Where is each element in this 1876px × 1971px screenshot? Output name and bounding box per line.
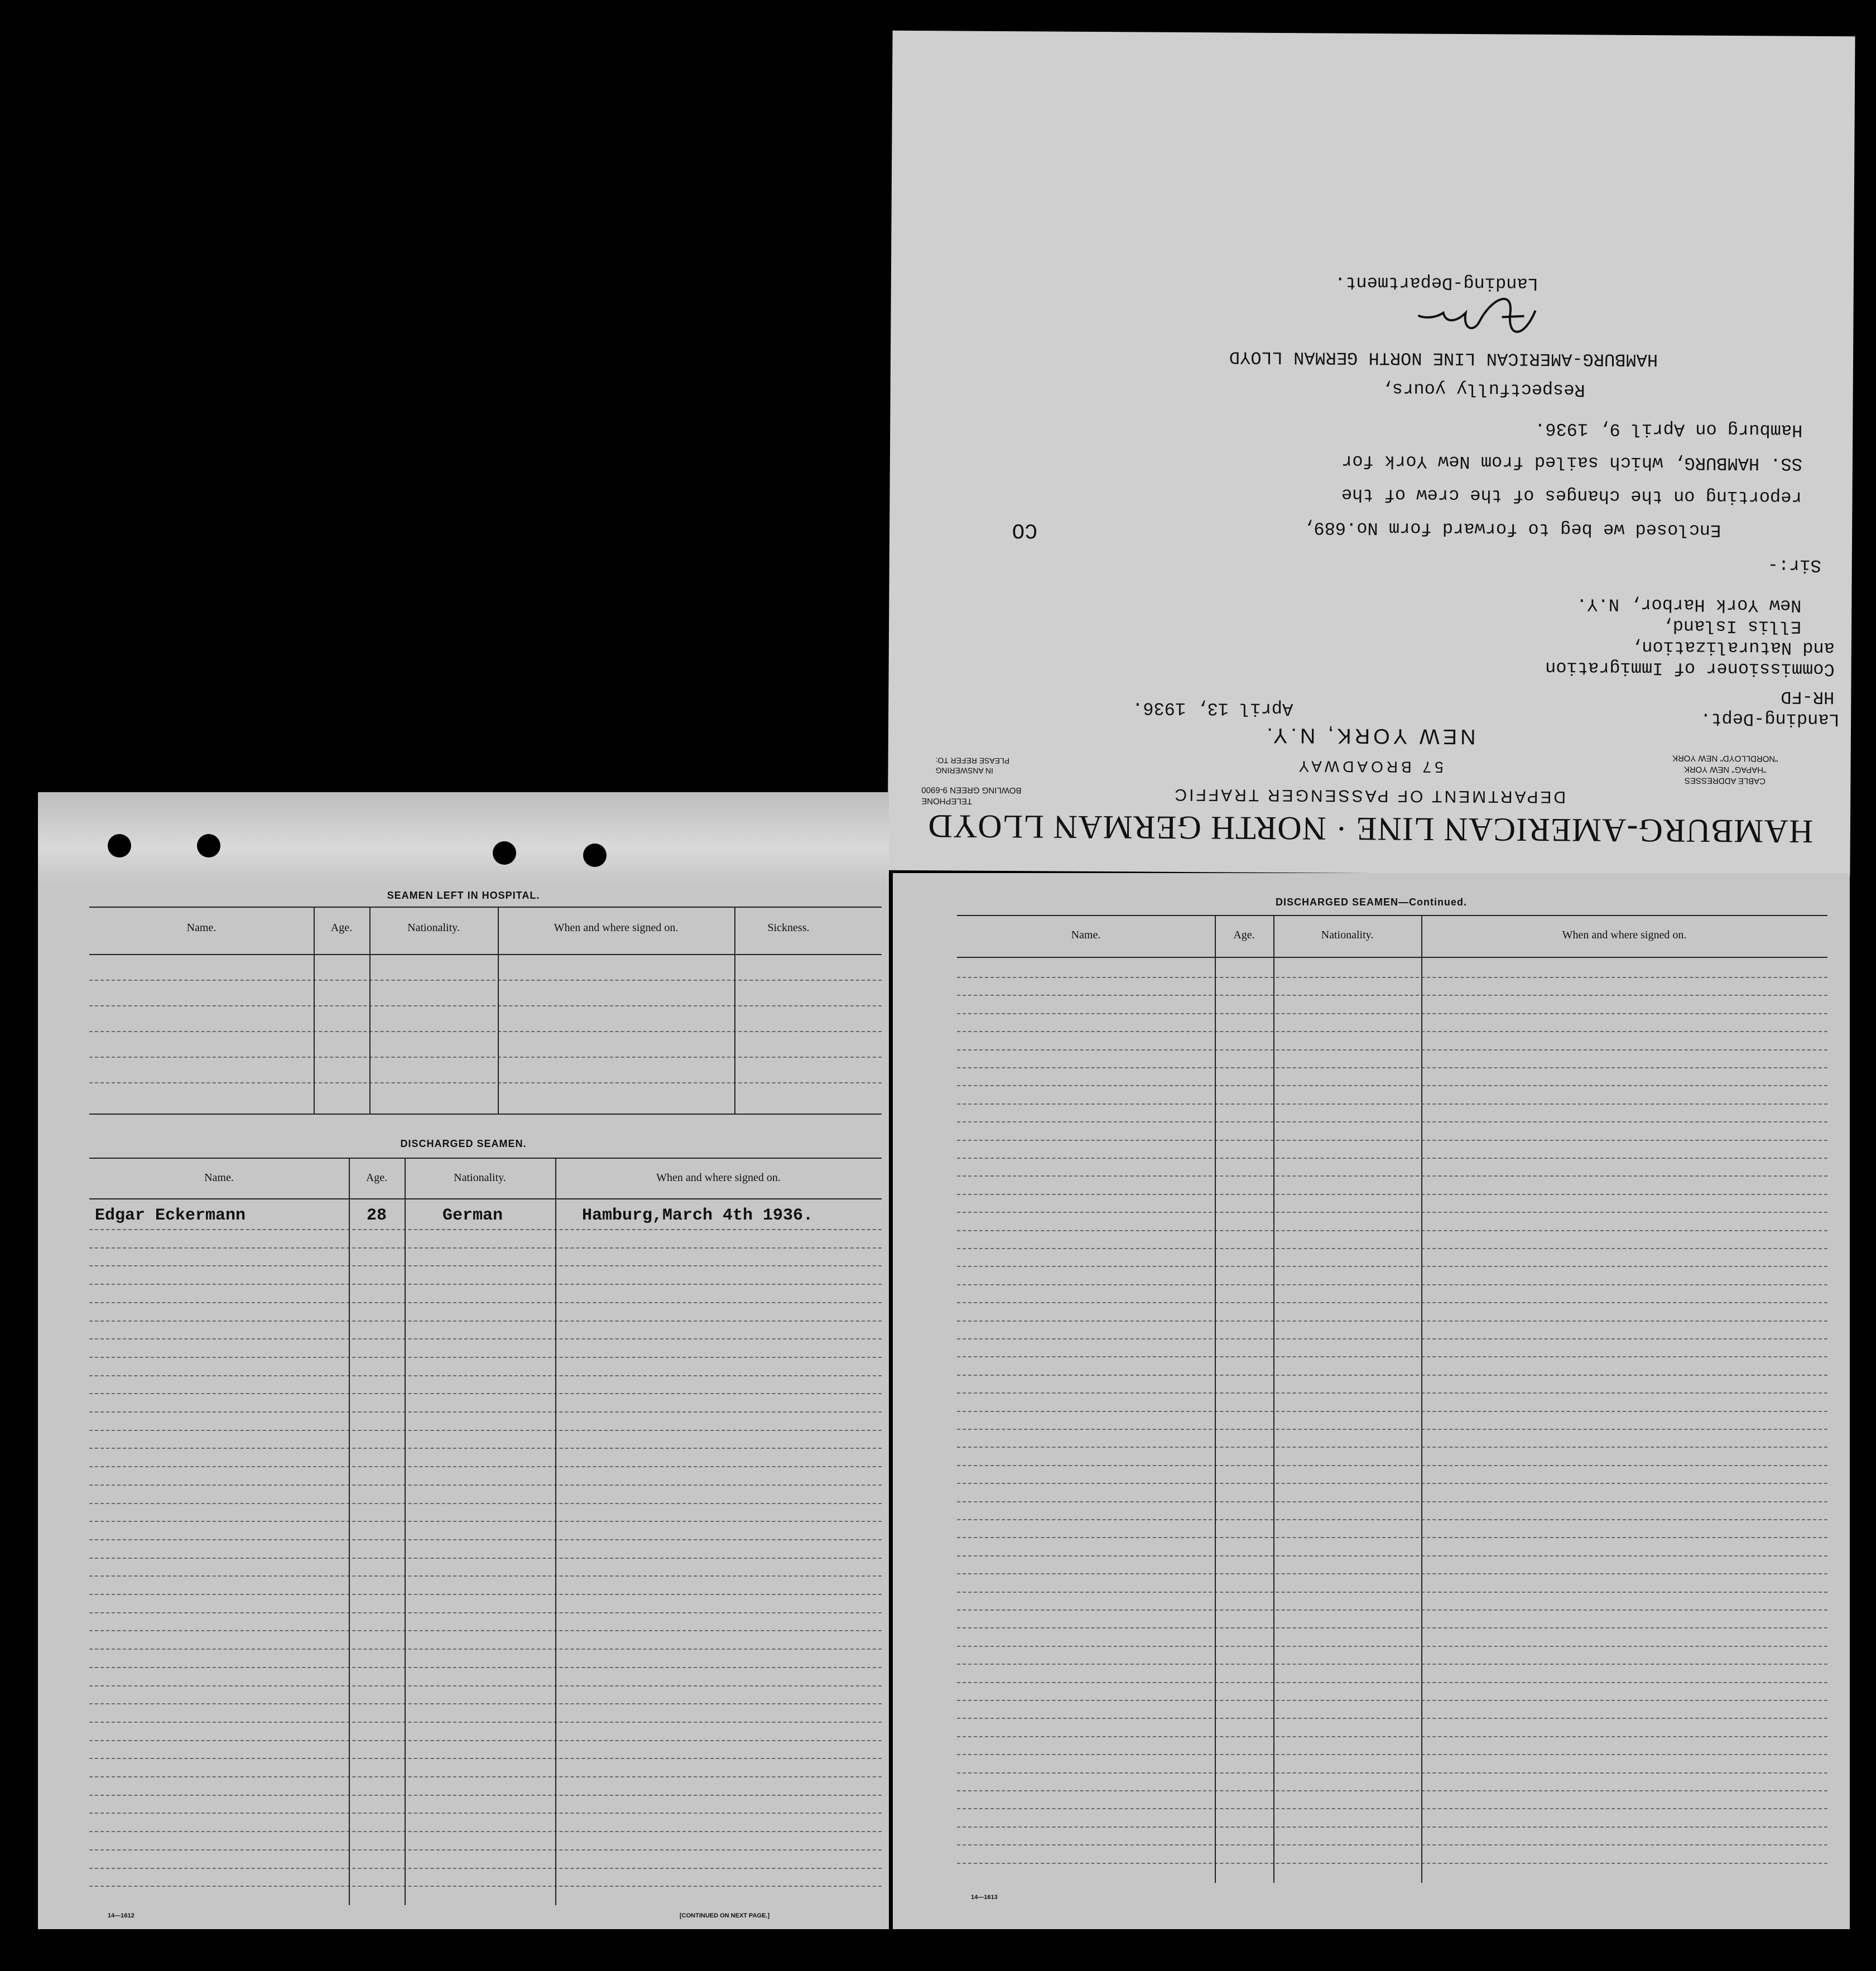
- row-rule: [957, 1375, 1827, 1376]
- row-rule: [89, 1430, 882, 1431]
- hospital-col-divider: [734, 907, 735, 1114]
- row-rule: [89, 1776, 882, 1777]
- addressee-line-1: Commissioner of Immigration: [1545, 657, 1835, 680]
- row-rule: [957, 1754, 1827, 1755]
- left-form-page: [38, 792, 889, 1929]
- row-rule: [957, 1121, 1827, 1122]
- row-rule: [89, 1031, 882, 1032]
- entry-age: 28: [366, 1206, 387, 1225]
- discharged-col-divider: [555, 1158, 556, 1905]
- row-rule: [89, 1795, 882, 1796]
- row-rule: [957, 977, 1827, 978]
- punch-hole: [583, 844, 607, 867]
- cable-label: CABLE ADDRESSES: [1684, 775, 1766, 786]
- right-header-rule: [957, 957, 1827, 958]
- row-rule: [957, 1627, 1827, 1628]
- row-rule: [89, 1594, 882, 1595]
- row-rule: [957, 1411, 1827, 1412]
- telephone-label: TELEPHONE: [921, 796, 973, 806]
- continued-note: [CONTINUED ON NEXT PAGE.]: [680, 1912, 770, 1919]
- row-rule: [89, 1393, 882, 1394]
- entry-nationality: German: [442, 1206, 503, 1225]
- letterhead-city: NEW YORK, N.Y.: [1263, 723, 1476, 749]
- hospital-header-rule: [89, 954, 882, 955]
- row-rule: [957, 1338, 1827, 1339]
- row-rule: [89, 1082, 882, 1083]
- row-rule: [89, 1503, 882, 1504]
- body-line-2: reporting on the changes of the crew of the: [1341, 484, 1802, 508]
- discharged-col-divider: [405, 1158, 406, 1905]
- row-rule: [957, 1790, 1827, 1791]
- row-rule: [957, 1592, 1827, 1593]
- row-rule: [89, 1740, 882, 1741]
- row-rule: [957, 1321, 1827, 1322]
- row-rule: [89, 1302, 882, 1303]
- hospital-col-divider: [369, 907, 371, 1114]
- hospital-bottom-rule: [89, 1114, 882, 1115]
- hospital-col-name: Name.: [186, 922, 217, 934]
- right-col-signed-on: When and where signed on.: [1562, 929, 1687, 941]
- row-rule: [89, 1630, 882, 1631]
- row-rule: [957, 1212, 1827, 1213]
- row-rule: [957, 1248, 1827, 1249]
- hospital-col-divider: [498, 907, 499, 1114]
- reference-code: HR-FD: [1781, 686, 1835, 708]
- signatory-department: Landing-Department.: [1334, 272, 1538, 294]
- row-rule: [89, 1722, 882, 1723]
- cable-address-2: "NORDLLOYD" NEW YORK: [1672, 753, 1778, 764]
- discharged-col-signed-on: When and where signed on.: [656, 1172, 781, 1184]
- letter-content: [887, 31, 1855, 876]
- row-rule: [957, 1483, 1827, 1484]
- letterhead-company: HAMBURG-AMERICAN LINE · NORTH GERMAN LLOYD: [927, 808, 1814, 850]
- row-rule: [89, 1485, 882, 1486]
- discharged-header-rule: [89, 1198, 882, 1199]
- form-number: 14—1612: [108, 1912, 134, 1919]
- row-rule: [957, 1356, 1827, 1357]
- row-rule: [89, 1466, 882, 1467]
- margin-mark: CO: [1012, 518, 1038, 542]
- row-rule: [89, 1667, 882, 1668]
- row-rule: [89, 1886, 882, 1887]
- row-rule: [89, 1411, 882, 1413]
- row-rule: [957, 1844, 1827, 1845]
- row-rule: [89, 1612, 882, 1613]
- continued-section-title: DISCHARGED SEAMEN—Continued.: [1276, 897, 1467, 908]
- letterhead-street: 57 BROADWAY: [1295, 758, 1444, 776]
- row-rule: [957, 1863, 1827, 1864]
- hospital-section-title: SEAMEN LEFT IN HOSPITAL.: [387, 890, 540, 901]
- row-rule: [957, 1465, 1827, 1466]
- hospital-top-rule: [89, 907, 882, 908]
- punch-hole: [493, 841, 516, 865]
- addressee-line-3: Ellis Island,: [1662, 615, 1802, 637]
- row-rule: [89, 1831, 882, 1832]
- row-rule: [89, 1521, 882, 1522]
- addressee-line-2: and Naturalization,: [1630, 636, 1835, 659]
- hospital-col-sickness: Sickness.: [767, 922, 810, 934]
- row-rule: [957, 1284, 1827, 1285]
- letterhead-refer: [935, 755, 1047, 776]
- row-rule: [89, 1057, 882, 1058]
- row-rule: [89, 1357, 882, 1358]
- row-rule: [957, 1700, 1827, 1701]
- row-rule: [957, 1519, 1827, 1520]
- discharged-col-age: Age.: [365, 1172, 388, 1184]
- discharged-col-nationality: Nationality.: [454, 1172, 506, 1184]
- entry-signed-on: Hamburg,March 4th 1936.: [582, 1206, 814, 1225]
- row-rule: [89, 1265, 882, 1266]
- punch-hole: [108, 834, 131, 857]
- right-form-page: [893, 873, 1850, 1929]
- right-col-age: Age.: [1233, 929, 1255, 941]
- entry-name: Edgar Eckermann: [95, 1206, 246, 1225]
- row-rule: [957, 1392, 1827, 1394]
- row-rule: [957, 1103, 1827, 1105]
- hospital-col-divider: [314, 907, 315, 1114]
- row-rule: [89, 1284, 882, 1285]
- row-rule: [89, 1758, 882, 1759]
- row-rule: [957, 1827, 1827, 1828]
- signatory-company: HAMBURG-AMERICAN LINE NORTH GERMAN LLOYD: [1229, 346, 1658, 370]
- torn-top-edge: [38, 792, 889, 884]
- hospital-col-signed-on: When and where signed on.: [554, 922, 679, 934]
- row-rule: [957, 1736, 1827, 1737]
- row-rule: [957, 1555, 1827, 1556]
- row-rule: [89, 1868, 882, 1869]
- telephone-number: BOWLING GREEN 9-6900: [921, 785, 1022, 796]
- letter-date: April 13, 1936.: [1132, 697, 1293, 720]
- discharged-col-divider: [349, 1158, 350, 1905]
- row-rule: [957, 995, 1827, 996]
- body-line-1: Enclosed we beg to forward form No.689,: [1303, 517, 1721, 541]
- row-rule: [89, 1005, 882, 1006]
- row-rule: [957, 1266, 1827, 1267]
- hospital-col-nationality: Nationality.: [407, 922, 460, 934]
- discharged-top-rule: [89, 1158, 882, 1159]
- refer-line-1: IN ANSWERING: [935, 766, 994, 775]
- body-line-4: Hamburg on April 9, 1936.: [1535, 418, 1803, 441]
- discharged-col-name: Name.: [204, 1172, 234, 1184]
- row-rule: [89, 980, 882, 981]
- row-rule: [89, 1813, 882, 1814]
- reference-dept: Landing-Dept.: [1700, 708, 1840, 730]
- right-col-divider: [1273, 915, 1274, 1883]
- addressee-line-4: New York Harbor, N.Y.: [1576, 594, 1802, 616]
- row-rule: [957, 1175, 1827, 1177]
- body-line-3: SS. HAMBURG, which sailed from New York for: [1341, 450, 1803, 474]
- row-rule: [89, 1703, 882, 1704]
- closing: Respectfully yours,: [1381, 378, 1585, 401]
- row-rule: [957, 1501, 1827, 1502]
- row-rule: [89, 1375, 882, 1376]
- right-col-name: Name.: [1071, 929, 1101, 941]
- right-top-rule: [957, 915, 1827, 916]
- right-col-divider: [1215, 915, 1216, 1883]
- refer-line-2: PLEASE REFER TO:: [935, 756, 1010, 766]
- row-rule: [89, 1685, 882, 1686]
- row-rule: [89, 1539, 882, 1540]
- row-rule: [89, 1849, 882, 1850]
- row-rule: [957, 1682, 1827, 1683]
- row-rule: [957, 1140, 1827, 1141]
- row-rule: [89, 1575, 882, 1577]
- row-rule: [957, 1646, 1827, 1647]
- row-rule: [957, 1031, 1827, 1032]
- row-rule: [957, 1049, 1827, 1050]
- letterhead-department: DEPARTMENT OF PASSENGER TRAFFIC: [1172, 785, 1566, 807]
- row-rule: [957, 1230, 1827, 1231]
- row-rule: [957, 1302, 1827, 1303]
- cable-address-1: "HAPAG" NEW YORK: [1683, 764, 1767, 775]
- row-rule: [957, 1013, 1827, 1014]
- right-col-divider: [1421, 915, 1422, 1883]
- row-rule: [957, 1718, 1827, 1719]
- row-rule: [89, 1247, 882, 1249]
- punch-hole: [197, 834, 220, 857]
- row-rule: [89, 1338, 882, 1339]
- signature: [1396, 293, 1541, 344]
- letterhead-telephone: [921, 784, 1055, 807]
- row-rule: [957, 1537, 1827, 1538]
- row-rule: [957, 1067, 1827, 1068]
- row-rule: [957, 1194, 1827, 1195]
- row-rule: [957, 1772, 1827, 1774]
- row-rule: [89, 1448, 882, 1449]
- letter-page: [887, 31, 1855, 876]
- row-rule: [89, 1649, 882, 1650]
- row-rule: [957, 1447, 1827, 1448]
- row-rule: [957, 1429, 1827, 1430]
- row-rule: [957, 1085, 1827, 1086]
- row-rule: [957, 1808, 1827, 1809]
- row-rule: [89, 1229, 882, 1230]
- salutation: Sir:-: [1767, 555, 1821, 576]
- right-col-nationality: Nationality.: [1321, 929, 1374, 941]
- row-rule: [89, 1558, 882, 1559]
- row-rule: [957, 1664, 1827, 1665]
- hospital-col-age: Age.: [330, 922, 353, 934]
- discharged-section-title: DISCHARGED SEAMEN.: [400, 1138, 527, 1149]
- row-rule: [89, 1321, 882, 1322]
- row-rule: [957, 1158, 1827, 1159]
- right-form-number: 14—1613: [971, 1894, 998, 1901]
- row-rule: [957, 1609, 1827, 1611]
- row-rule: [957, 1573, 1827, 1574]
- letterhead-cable: [1636, 752, 1814, 787]
